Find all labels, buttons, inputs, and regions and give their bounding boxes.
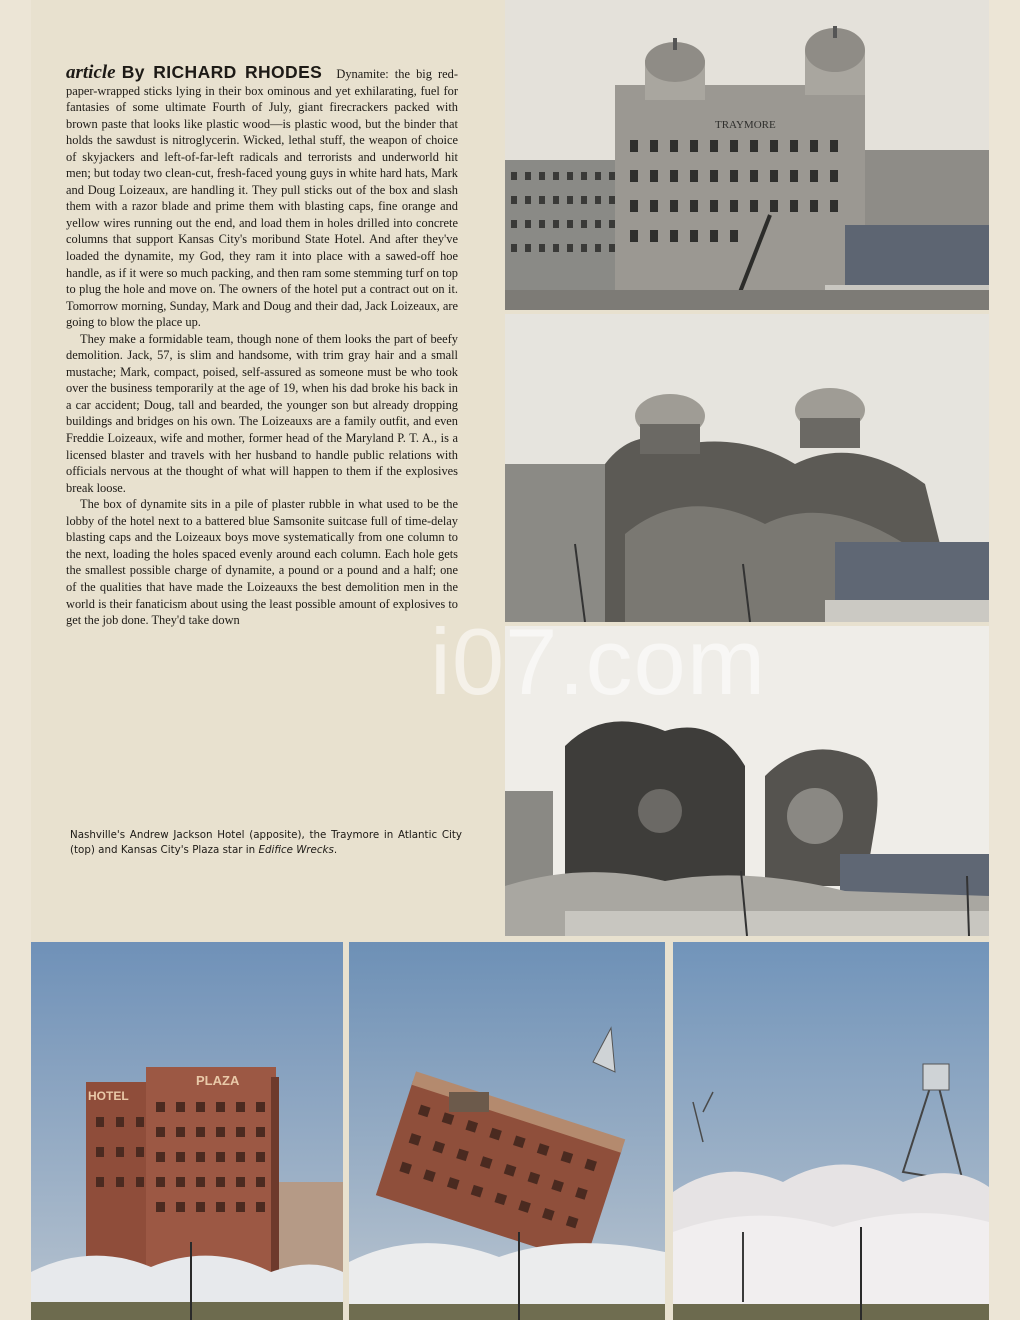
- article-kicker: article: [66, 62, 116, 83]
- article-paragraph-2: They make a formidable team, though none of them looks the part of beefy demolition. Jack, 57, is slim and handsome, with trim gray hair and a small mustache; Mark, compact, poised, self-assured as someone must be who took over the business temporarily at the age of 19, when his dad broke his back in a car accident; Doug, tall and bearded, the younger son but already dropping buildings and bridges on his own. The Loizeauxs are a family outfit, and even Freddie Loizeaux, wife and mother, former head of the Maryland P. T. A., is a licensed blaster and travels with her husband to handle public relations with officials nervous at the thought of what will happen to them if the explosives break loose.: [66, 331, 458, 495]
- article-paragraph-1: [66, 64, 458, 331]
- traymore-sign: TRAYMORE: [715, 119, 776, 131]
- article-paragraph-3: The box of dynamite sits in a pile of plaster rubble in what used to be the lobby of the hotel next to a battered blue Samsonite suitcase full of time-delay blasting caps and the Loizeaux boys move systematically from one column to the next, loading the holes spaced evenly around each column. Each hole gets the smallest possible charge of dynamite, a pound or a pound and a half; one of the qualities that have made the Loizeauxs the best demolition men in the world is their fanaticism about using the least possible amount of explosives to get the job done. They'd take down: [66, 497, 458, 628]
- caption-film-title: Edifice Wrecks: [258, 844, 334, 856]
- traymore-photo-dust: [505, 626, 989, 936]
- watermark: i07.com: [430, 609, 767, 714]
- caption-text-2: .: [333, 844, 338, 856]
- plaza-photo-standing: [31, 942, 343, 1320]
- hotel-sign: HOTEL: [88, 1089, 129, 1103]
- article-byline: By RICHARD RHODES: [121, 62, 323, 82]
- article-paragraph-1-text: Dynamite: the big red-paper-wrapped sticks lying in their box ominous and yet exhilarating, fuel for fantasies of some ultimate Fourth of July, giant firecrackers packed with brown paste that looks like plastic wood—is plastic wood, but the binder that holds the sawdust is nitroglycerin. Wicked, lethal stuff, the weapon of choice of skyjackers and left-of-far-left radicals and terrorists and underworld hit men; but today two clean-cut, fresh-faced young guys in white hard hats, Mark and Doug Loizeaux, are handling it. They pull sticks out of the box and slash them with a razor blade and prime them with blasting caps, fine orange and yellow wires running out the end, and load them in holes drilled into concrete columns that support Kansas City's moribund State Hotel. And after they've loaded the dynamite, my God, they ram it into place with a sawed-off hoe handle, as if it were so much packing, and then ram some stemming turf on top to plug the hole and move on. The owners of the hotel put a contract out on it. Tomorrow morning, Sunday, Mark and Doug and their dad, Jack Loizeaux, are going to blow the place up.: [66, 67, 458, 330]
- photo-caption: [70, 828, 462, 858]
- traymore-photo-collapsing: [505, 314, 989, 622]
- plaza-photo-dust: [673, 942, 989, 1320]
- traymore-photo-standing: [505, 0, 989, 310]
- article-body: [66, 64, 458, 629]
- plaza-photo-toppling: [349, 942, 665, 1320]
- plaza-sign: PLAZA: [196, 1073, 240, 1088]
- caption-text-1: Nashville's Andrew Jackson Hotel (apposite), the Traymore in Atlantic City (top) and Kansas City's Plaza star in: [70, 829, 462, 856]
